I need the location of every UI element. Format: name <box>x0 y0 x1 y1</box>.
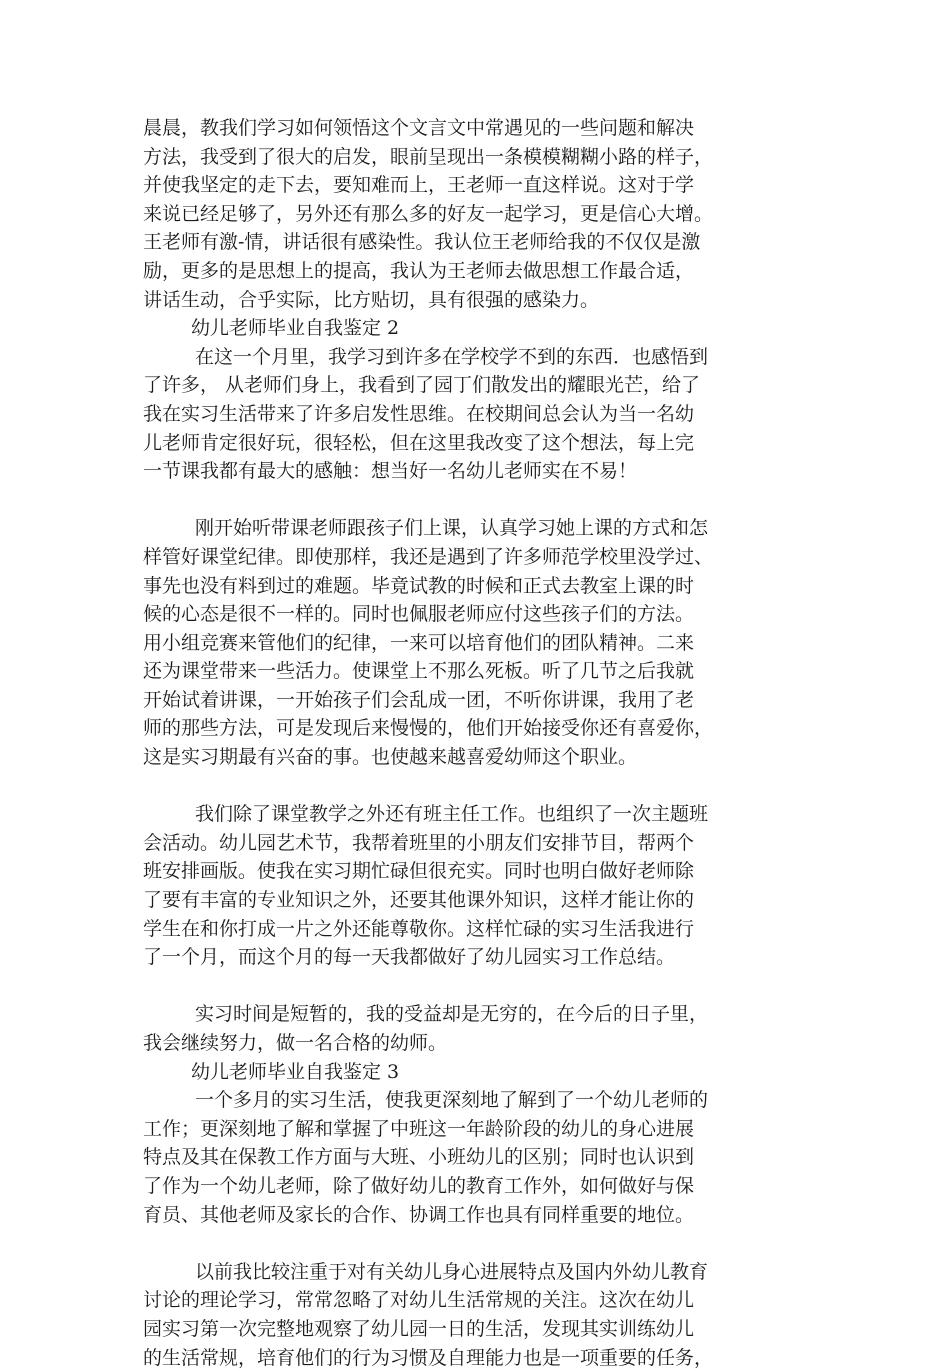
text-line: 还为课堂带来一些活力。使课堂上不那么死板。听了几节之后我就 <box>143 660 695 683</box>
text-line: 晨晨，教我们学习如何领悟这个文言文中常遇见的一些问题和解决 <box>143 117 695 139</box>
text-line: 儿老师肯定很好玩，很轻松，但在这里我改变了这个想法，每上完 <box>143 431 695 454</box>
text-line: 讲话生动，合乎实际，比方贴切，具有很强的感染力。 <box>143 288 600 311</box>
text-line: 园实习第一次完整地观察了幼儿园一日的生活，发现其实训练幼儿 <box>143 1317 695 1340</box>
text-line: 候的心态是很不一样的。同时也佩服老师应付这些孩子们的方法。 <box>143 603 695 626</box>
text-line: 的生活常规，培育他们的行为习惯及自理能力也是一项重要的任务， <box>143 1346 714 1369</box>
paragraph-2-2 <box>143 514 823 771</box>
document-page <box>143 114 823 1372</box>
text-line: 工作；更深刻地了解和掌握了中班这一年龄阶段的幼儿的身心进展 <box>143 1117 695 1140</box>
text-line: 以前我比较注重于对有关幼儿身心进展特点及国内外幼儿教育 <box>195 1260 709 1283</box>
paragraph-3-2 <box>143 1258 823 1372</box>
text-line: 开始试着讲课，一开始孩子们会乱成一团，不听你讲课，我用了老 <box>143 688 695 711</box>
text-line: 讨论的理论学习，常常忽略了对幼儿生活常规的关注。这次在幼儿 <box>143 1289 695 1312</box>
blank-line <box>143 1229 823 1258</box>
blank-line <box>143 972 823 1001</box>
text-line: 我在实习生活带来了许多启发性思维。在校期间总会认为当一名幼 <box>143 402 695 425</box>
text-line: 实习时间是短暂的，我的受益却是无穷的，在今后的日子里， <box>195 1003 709 1026</box>
text-line: 育员、其他老师及家长的合作、协调工作也具有同样重要的地位。 <box>143 1203 695 1226</box>
text-line: 我会继续努力，做一名合格的幼师。 <box>143 1032 448 1054</box>
text-line: 了许多， 从老师们身上，我看到了园丁们散发出的耀眼光芒，给了 <box>143 374 701 397</box>
paragraph-2-1 <box>143 343 823 486</box>
text-line: 这是实习期最有兴奋的事。也使越来越喜爱幼师这个职业。 <box>143 746 638 769</box>
paragraph-intro <box>143 114 823 314</box>
text-line: 特点及其在保教工作方面与大班、小班幼儿的区别；同时也认识到 <box>143 1146 695 1169</box>
section-heading-2: 幼儿老师毕业自我鉴定 2 <box>191 317 400 340</box>
text-line: 了一个月，而这个月的每一天我都做好了幼儿园实习工作总结。 <box>143 946 676 969</box>
text-line: 励，更多的是思想上的提高，我认为王老师去做思想工作最合适， <box>143 259 695 282</box>
text-line: 了作为一个幼儿老师，除了做好幼儿的教育工作外，如何做好与保 <box>143 1174 695 1197</box>
text-line: 我们除了课堂教学之外还有班主任工作。也组织了一次主题班 <box>195 803 709 826</box>
text-line: 王老师有激-情，讲话很有感染性。我认位王老师给我的不仅仅是激 <box>143 231 701 254</box>
text-line: 并使我坚定的走下去，要知难而上，王老师一直这样说。这对于学 <box>143 174 695 197</box>
text-line: 会活动。幼儿园艺术节，我帮着班里的小朋友们安排节目，帮两个 <box>143 831 695 854</box>
blank-line <box>143 486 823 515</box>
text-line: 方法，我受到了很大的启发，眼前呈现出一条模模糊糊小路的样子， <box>143 145 714 168</box>
text-line: 一节课我都有最大的感触：想当好一名幼儿老师实在不易！ <box>143 460 638 483</box>
text-line: 了要有丰富的专业知识之外，还要其他课外知识，这样才能让你的 <box>143 889 695 912</box>
text-line: 在这一个月里，我学习到许多在学校学不到的东西．也感悟到 <box>195 345 709 368</box>
text-line: 师的那些方法，可是发现后来慢慢的，他们开始接受你还有喜爱你， <box>143 717 714 740</box>
text-line: 样管好课堂纪律。即使那样，我还是遇到了许多师范学校里没学过、 <box>143 545 714 568</box>
paragraph-2-4 <box>143 1000 823 1057</box>
blank-line <box>143 772 823 801</box>
text-line: 一个多月的实习生活，使我更深刻地了解到了一个幼儿老师的 <box>195 1089 709 1112</box>
paragraph-2-3 <box>143 800 823 972</box>
paragraph-3-1 <box>143 1086 823 1229</box>
section-heading-3: 幼儿老师毕业自我鉴定 3 <box>191 1060 400 1083</box>
text-line: 事先也没有料到过的难题。毕竟试教的时候和正式去教室上课的时 <box>143 574 695 597</box>
text-line: 刚开始听带课老师跟孩子们上课，认真学习她上课的方式和怎 <box>195 517 709 540</box>
text-line: 学生在和你打成一片之外还能尊敬你。这样忙碌的实习生活我进行 <box>143 917 695 940</box>
text-line: 用小组竞赛来管他们的纪律，一来可以培育他们的团队精神。二来 <box>143 631 695 654</box>
text-line: 来说已经足够了，另外还有那么多的好友一起学习，更是信心大增。 <box>143 202 714 225</box>
text-line: 班安排画版。使我在实习期忙碌但很充实。同时也明白做好老师除 <box>143 860 695 883</box>
